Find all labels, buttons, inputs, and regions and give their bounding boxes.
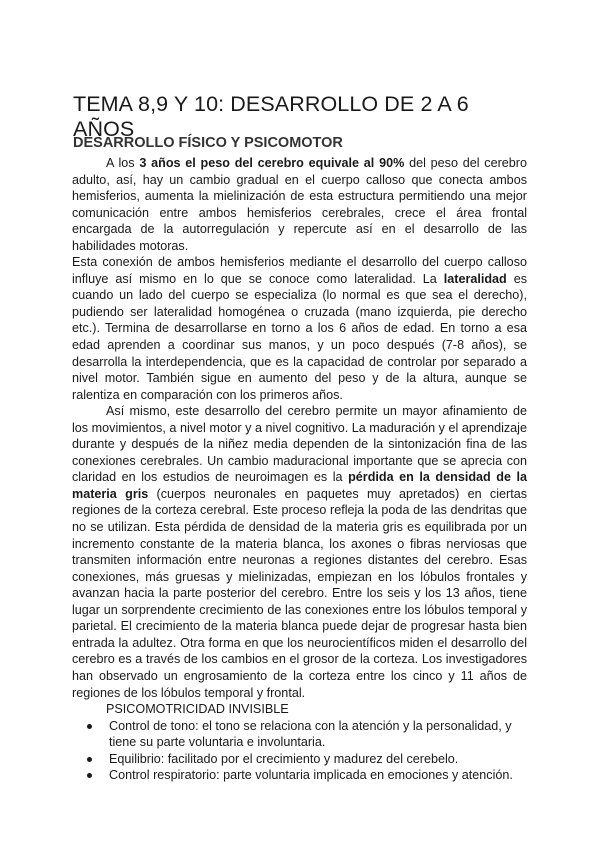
document-body xyxy=(72,155,527,784)
document-title: TEMA 8,9 Y 10: DESARROLLO DE 2 A 6 AÑOS xyxy=(73,92,469,141)
text-run: es cuando un lado del cuerpo se especializa (lo normal es que sea el derecho), pudiendo ser lateralidad homogénea o cruzada (mano izquierda, pie derecho etc.). Termina de desarrollarse en torno a los 6 años de edad. En torno a esa edad aprenden a coordinar sus manos, y un poco después (7-8 años), se desarrolla la interdependencia, que es la capacidad de controlar por separado a nivel motor. También sigue en aumento del peso y de la altura, aunque se ralentiza en comparación con los primeros años. xyxy=(72,271,527,402)
text-run: Así mismo, este desarrollo del cerebro permite un mayor afinamiento de los movimientos, a nivel motor y a nivel cognitivo. La maduración y el aprendizaje durante y después de la niñez media dependen de la sintonización fina de las conexiones cerebrales. Un cambio maduracional importante que se aprecia con claridad en los estudios de neuroimagen es la xyxy=(72,404,527,485)
list-item xyxy=(72,751,527,768)
list-item-text: Control de tono: el tono se relaciona con la atención y la personalidad, y tiene su parte voluntaria e involuntaria. xyxy=(109,718,512,750)
list-item xyxy=(72,767,527,784)
list-item-text: Equilibrio: facilitado por el crecimiento y madurez del cerebelo. xyxy=(109,751,459,766)
bold-text: 3 años el peso del cerebro equivale al 90% xyxy=(139,156,405,170)
bold-text: lateralidad xyxy=(443,271,507,286)
section-heading: DESARROLLO FÍSICO Y PSICOMOTOR xyxy=(73,135,343,151)
bullet-icon xyxy=(87,757,92,762)
text-run: Esta conexión de ambos hemisferios mediante el desarrollo del cuerpo calloso influye así mismo en lo que se conoce como lateralidad. La xyxy=(72,255,527,286)
text-run: del peso del cerebro adulto, así, hay un cambio gradual en el cuerpo calloso que conecta ambos hemisferios, aumenta la mielinización de esta estructura permitiendo una mejor comunicación entre ambos hemisferios cerebrales, crece el área frontal encargada de la autorregulación y repercute así en el desarrollo de las habilidades motoras. xyxy=(72,156,527,253)
paragraph-2 xyxy=(72,254,527,403)
bold-text: pérdida en la densidad de la materia gris xyxy=(72,470,528,501)
text-run: (cuerpos neuronales en paquetes muy apretados) en ciertas regiones de la corteza cerebral. Este proceso refleja la poda de las dendritas que no se utilizan. Esta pérdida de densidad de la materia gris es equilibrada por un incremento constante de la materia blanca, los axones o fibras nerviosas que transmiten información entre neuronas a regiones distantes del cerebro. Esas conexiones, más gruesas y mielinizadas, empiezan en los lóbulos frontales y avanzan hacia la parte posterior del cerebro. Entre los seis y los 13 años, tiene lugar un sorprendente crecimiento de las conexiones entre los lóbulos temporal y parietal. El crecimiento de la materia blanca puede dejar de progresar hasta bien entrada la adultez. Otra forma en que los neurocientíficos miden el desarrollo del cerebro es a través de los cambios en el grosor de la corteza. Los investigadores han observado un engrosamiento de la corteza entre los cinco y 11 años de regiones de los lóbulos temporal y frontal. xyxy=(72,486,527,700)
list-item-text: Control respiratorio: parte voluntaria implicada en emociones y atención. xyxy=(109,768,513,783)
paragraph-3 xyxy=(72,403,527,701)
text-run: A los xyxy=(106,156,140,170)
list-item xyxy=(72,718,527,751)
paragraph-1 xyxy=(72,155,527,254)
bullet-icon xyxy=(87,724,92,729)
bullet-list xyxy=(72,718,527,784)
subsection-heading: PSICOMOTRICIDAD INVISIBLE xyxy=(106,702,289,717)
bullet-icon xyxy=(87,773,92,778)
